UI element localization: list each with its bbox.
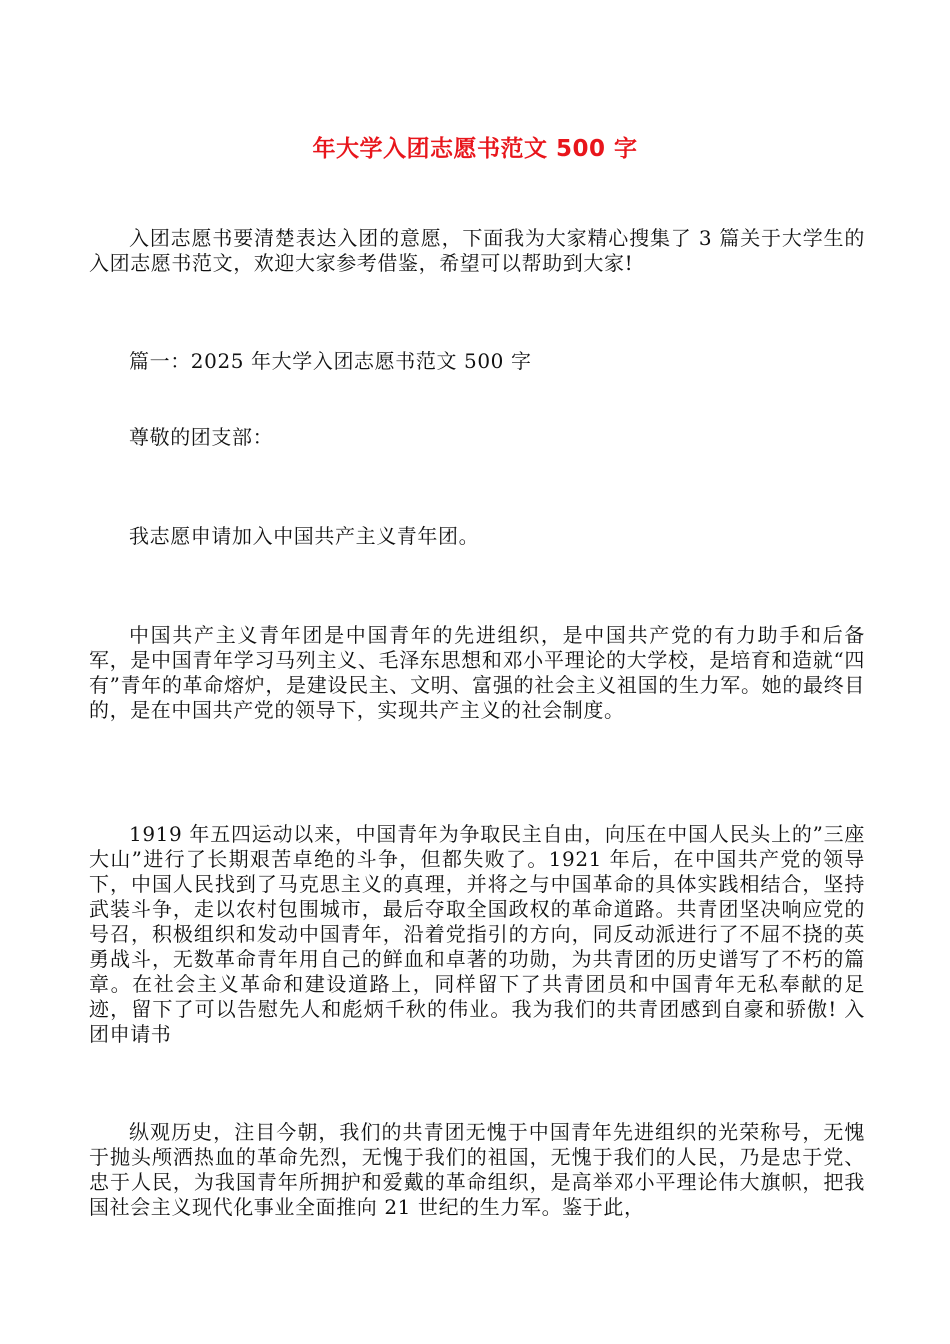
document-title: 年大学入团志愿书范文 500 字	[312, 136, 638, 162]
declaration-paragraph: 我志愿申请加入中国共产主义青年团。	[129, 524, 480, 548]
league-description-paragraph: 中国共产主义青年团是中国青年的先进组织，是中国共产党的有力助手和后备军，是中国青年学习马列主义、毛泽东思想和邓小平理论的大学校，是培育和造就“四有”青年的革命熔炉，是建设民主、文明、富强的社会主义祖国的生力军。她的最终目的，是在中国共产党的领导下，实现共产主义的社会制度。	[89, 623, 865, 722]
section-heading: 篇一：2025 年大学入团志愿书范文 500 字	[129, 349, 532, 373]
intro-paragraph: 入团志愿书要清楚表达入团的意愿，下面我为大家精心搜集了 3 篇关于大学生的入团志愿书范文，欢迎大家参考借鉴，希望可以帮助到大家!	[89, 226, 865, 275]
review-paragraph: 纵观历史，注目今朝，我们的共青团无愧于中国青年先进组织的光荣称号，无愧于抛头颅洒热血的革命先烈，无愧于我们的祖国，无愧于我们的人民，乃是忠于党、忠于人民，为我国青年所拥护和爱戴的革命组织，是高举邓小平理论伟大旗帜，把我国社会主义现代化事业全面推向 21 世纪的生力军。鉴于此，	[89, 1120, 865, 1219]
salutation: 尊敬的团支部：	[129, 425, 274, 449]
history-paragraph: 1919 年五四运动以来，中国青年为争取民主自由，向压在中国人民头上的”三座大山”进行了长期艰苦卓绝的斗争，但都失败了。1921 年后，在中国共产党的领导下，中国人民找到了马克思主义的真理，并将之与中国革命的具体实践相结合，坚持武装斗争，走以农村包围城市，最后夺取全国政权的革命道路。共青团坚决响应党的号召，积极组织和发动中国青年，沿着党指引的方向，同反动派进行了不屈不挠的英勇战斗，无数革命青年用自己的鲜血和卓著的功勋，为共青团的历史谱写了不朽的篇章。在社会主义革命和建设道路上，同样留下了共青团员和中国青年无私奉献的足迹，留下了可以告慰先人和彪炳千秋的伟业。我为我们的共青团感到自豪和骄傲! 入团申请书	[89, 822, 865, 1046]
